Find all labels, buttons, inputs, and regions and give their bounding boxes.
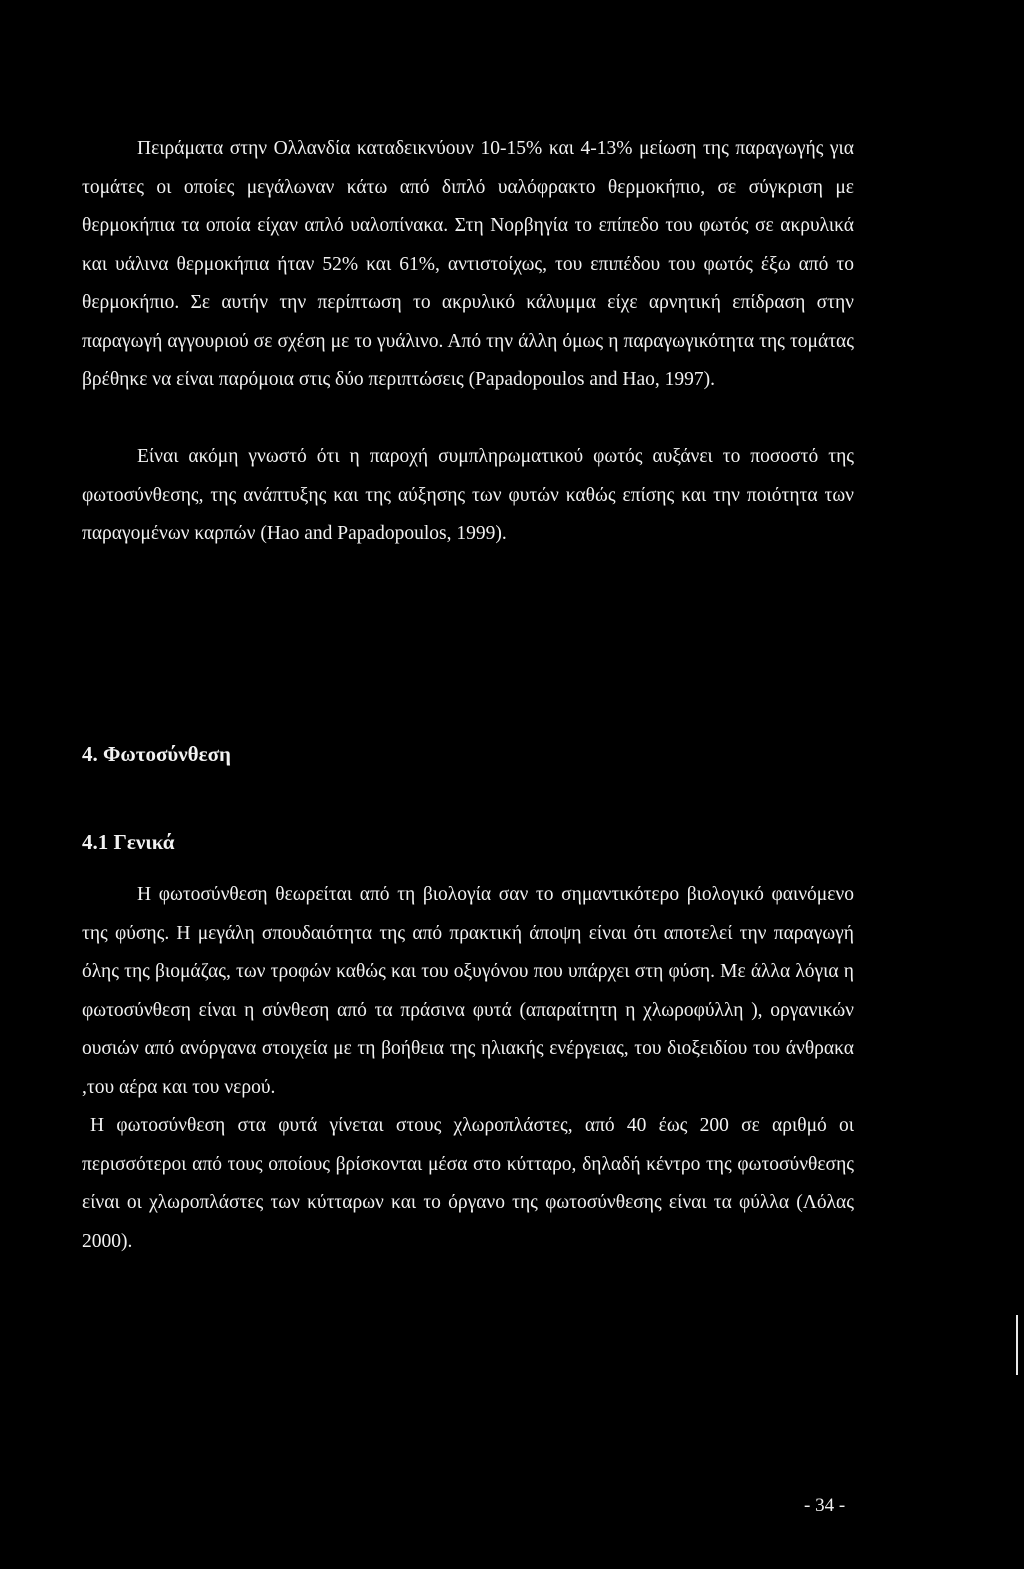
paragraph-photosynthesis-definition: Η φωτοσύνθεση θεωρείται από τη βιολογία σαν το σημαντικότερο βιολογικό φαινόμενο της φύσης. Η μεγάλη σπουδαιότητα της από πρακτική άποψη είναι ότι αποτελεί την παραγωγή όλης της βιομάζας, των τροφών καθώς και του οξυγόνου που υπάρχει στη φύση. Με άλλα λόγια η φωτοσύνθεση είναι η σύνθεση από τα πράσινα φυτά (απαραίτητη η χλωροφύλλη ), οργανικών ουσιών από ανόργανα στοιχεία με τη βοήθεια της ηλιακής ενέργειας, του διοξειδίου του άνθρακα ,του αέρα και του νερού.	[82, 884, 854, 1098]
subsection-heading: 4.1 Γενικά	[82, 830, 175, 854]
paragraph-chloroplasts: Η φωτοσύνθεση στα φυτά γίνεται στους χλωροπλάστες, από 40 έως 200 σε αριθμό οι περισσότεροι από τους οποίους βρίσκονται μέσα στο κύτταρο, δηλαδή κέντρο της φωτοσύνθεσης είναι οι χλωροπλάστες των κύτταρων και το όργανο της φωτοσύνθεσης είναι τα φύλλα (Λόλας 2000).	[82, 1115, 854, 1252]
paragraph-greenhouse-experiments: Πειράματα στην Ολλανδία καταδεικνύουν 10-15% και 4-13% μείωση της παραγωγής για τομάτες οι οποίες μεγάλωναν κάτω από διπλό υαλόφρακτο θερμοκήπιο, σε σύγκριση με θερμοκήπια τα οποία είχαν απλό υαλοπίνακα. Στη Νορβηγία το επίπεδο του φωτός σε ακρυλικά και υάλινα θερμοκήπια ήταν 52% και 61%, αντιστοίχως, του επιπέδου του φωτός έξω από το θερμοκήπιο. Σε αυτήν την περίπτωση το ακρυλικό κάλυμμα είχε αρνητική επίδραση στην παραγωγή αγγουριού σε σχέση με το γυάλινο. Από την άλλη όμως η παραγωγικότητα της τομάτας βρέθηκε να είναι παρόμοια στις δύο περιπτώσεις (Papadopoulos and Hao, 1997).	[82, 138, 854, 390]
page-number: - 34 -	[804, 1495, 846, 1516]
section-heading: 4. Φωτοσύνθεση	[82, 742, 231, 766]
paragraph-supplementary-light: Είναι ακόμη γνωστό ότι η παροχή συμπληρωματικού φωτός αυξάνει το ποσοστό της φωτοσύνθεσης, της ανάπτυξης και της αύξησης των φυτών καθώς επίσης και την ποιότητα των παραγομένων καρπών (Hao and Papadopoulos, 1999).	[82, 446, 854, 544]
scan-edge-line	[1016, 1315, 1018, 1375]
